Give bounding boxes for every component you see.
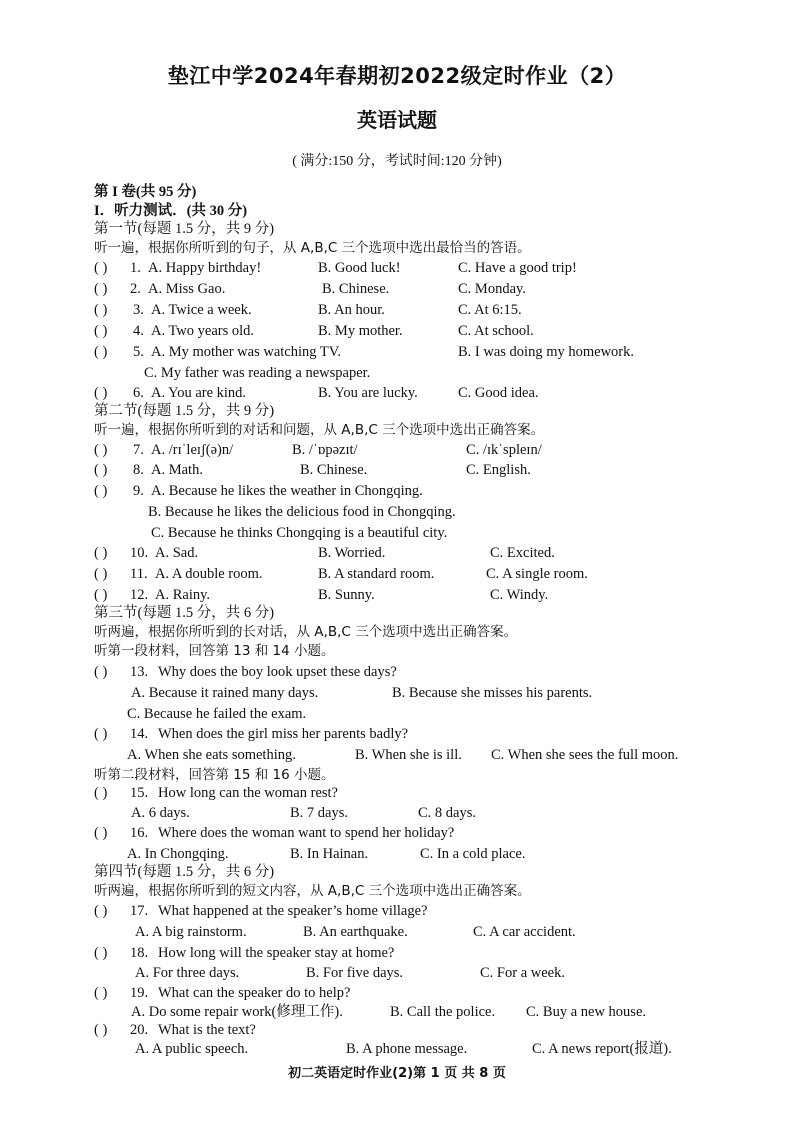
option-a: A. My mother was watching TV.: [151, 344, 341, 360]
page-footer: 初二英语定时作业(2)第 1 页 共 8 页: [288, 1066, 506, 1081]
option-c: C. Have a good trip!: [458, 260, 577, 276]
answer-blank[interactable]: ( ): [94, 587, 108, 603]
question-number: 8.: [133, 462, 144, 478]
option-c: C. Buy a new house.: [526, 1004, 647, 1020]
option-c: C. /ɪkˈspleɪn/: [466, 442, 542, 458]
option-a: A. Happy birthday!: [148, 260, 262, 276]
option-a: A. Do some repair work(修理工作).: [131, 1004, 343, 1020]
option-a: A. Twice a week.: [151, 302, 252, 318]
section4-heading: 第四节(每题 1.5 分，共 6 分): [94, 864, 275, 880]
option-b: B. An earthquake.: [303, 924, 408, 940]
option-c: C. 8 days.: [418, 805, 476, 821]
question-text: What can the speaker do to help?: [158, 985, 351, 1001]
option-a: A. Math.: [151, 462, 203, 478]
option-c: C. A car accident.: [473, 924, 576, 940]
question-text: How long will the speaker stay at home?: [158, 945, 395, 961]
question-number: 15.: [130, 785, 149, 801]
answer-blank[interactable]: ( ): [94, 385, 108, 401]
option-a: A. Because it rained many days.: [131, 685, 319, 701]
option-c: C. A news report(报道).: [532, 1041, 672, 1057]
option-a: A. Rainy.: [155, 587, 211, 603]
answer-blank[interactable]: ( ): [94, 302, 108, 318]
section2-instruction: 听一遍，根据你所听到的对话和问题，从 A,B,C 三个选项中选出正确答案。: [94, 422, 545, 438]
section3-instruction: 听两遍，根据你所听到的长对话，从 A,B,C 三个选项中选出正确答案。: [94, 624, 518, 640]
question-text: When does the girl miss her parents badly?: [158, 726, 409, 742]
option-c: C. When she sees the full moon.: [491, 747, 679, 763]
section3-heading: 第三节(每题 1.5 分，共 6 分): [94, 605, 275, 621]
question-text: What is the text?: [158, 1022, 256, 1038]
question-text: Why does the boy look upset these days?: [158, 664, 397, 680]
answer-blank[interactable]: ( ): [94, 462, 108, 478]
option-a: A. A public speech.: [135, 1041, 249, 1057]
option-b: B. /ˈɒpəzɪt/: [292, 442, 358, 458]
option-b: B. Sunny.: [318, 587, 375, 603]
option-b: B. 7 days.: [290, 805, 348, 821]
question-number: 17.: [130, 903, 149, 919]
answer-blank[interactable]: ( ): [94, 985, 108, 1001]
option-c: C. Windy.: [490, 587, 549, 603]
option-c: C. For a week.: [480, 965, 565, 981]
option-b: B. Worried.: [318, 545, 386, 561]
option-c: C. Excited.: [490, 545, 555, 561]
option-a: A. /rɪˈleɪʃ(ə)n/: [151, 442, 234, 458]
question-text: Where does the woman want to spend her holiday?: [158, 825, 455, 841]
answer-blank[interactable]: ( ): [94, 903, 108, 919]
section1-instruction: 听一遍，根据你所听到的句子，从 A,B,C 三个选项中选出最恰当的答语。: [94, 240, 531, 256]
option-b: B. Chinese.: [322, 281, 390, 297]
page-title: 垫江中学2024年春期初2022级定时作业（2）: [167, 64, 627, 88]
answer-blank[interactable]: ( ): [94, 260, 108, 276]
section-heading: 第 I 卷(共 95 分): [94, 184, 197, 200]
option-a: A. Because he likes the weather in Chongqing.: [151, 483, 423, 499]
question-text: How long can the woman rest?: [158, 785, 338, 801]
option-c: C. At 6:15.: [458, 302, 522, 318]
answer-blank[interactable]: ( ): [94, 726, 108, 742]
question-number: 16.: [130, 825, 149, 841]
option-a: A. A big rainstorm.: [135, 924, 247, 940]
option-c: C. Monday.: [458, 281, 526, 297]
option-b: B. A phone message.: [346, 1041, 468, 1057]
option-b: B. Chinese.: [300, 462, 368, 478]
option-b: B. For five days.: [306, 965, 404, 981]
section4-instruction: 听两遍，根据你所听到的短文内容，从 A,B,C 三个选项中选出正确答案。: [94, 883, 531, 899]
answer-blank[interactable]: ( ): [94, 945, 108, 961]
question-number: 13.: [130, 664, 149, 680]
question-number: 4.: [133, 323, 144, 339]
option-c: C. Because he thinks Chongqing is a beautiful city.: [151, 525, 448, 541]
answer-blank[interactable]: ( ): [94, 664, 108, 680]
option-c: C. Because he failed the exam.: [127, 706, 307, 722]
option-c: C. In a cold place.: [420, 846, 526, 862]
option-c: C. English.: [466, 462, 531, 478]
answer-blank[interactable]: ( ): [94, 344, 108, 360]
page-subtitle: 英语试题: [357, 108, 437, 132]
question-number: 20.: [130, 1022, 149, 1038]
option-b: B. Because she misses his parents.: [392, 685, 593, 701]
option-c: C. Good idea.: [458, 385, 539, 401]
part1-heading: I．听力测试．(共 30 分): [94, 203, 248, 219]
option-c: C. At school.: [458, 323, 534, 339]
question-number: 10.: [130, 545, 149, 561]
option-b: B. An hour.: [318, 302, 385, 318]
answer-blank[interactable]: ( ): [94, 442, 108, 458]
question-number: 12.: [130, 587, 149, 603]
option-a: A. When she eats something.: [127, 747, 296, 763]
option-a: A. 6 days.: [131, 805, 190, 821]
answer-blank[interactable]: ( ): [94, 281, 108, 297]
exam-info: ( 满分:150 分，考试时间:120 分钟): [292, 154, 502, 169]
option-c: C. A single room.: [486, 566, 588, 582]
question-number: 3.: [133, 302, 144, 318]
option-a: A. A double room.: [155, 566, 263, 582]
question-number: 5.: [133, 344, 144, 360]
option-b: B. Good luck!: [318, 260, 401, 276]
answer-blank[interactable]: ( ): [94, 825, 108, 841]
option-b: B. Call the police.: [390, 1004, 496, 1020]
section3-material1: 听第一段材料，回答第 13 和 14 小题。: [94, 643, 335, 659]
option-b: B. In Hainan.: [290, 846, 369, 862]
option-b: B. My mother.: [318, 323, 403, 339]
answer-blank[interactable]: ( ): [94, 323, 108, 339]
answer-blank[interactable]: ( ): [94, 483, 108, 499]
option-a: A. Sad.: [155, 545, 199, 561]
question-number: 2.: [130, 281, 141, 297]
option-c: C. My father was reading a newspaper.: [144, 365, 371, 381]
answer-blank[interactable]: ( ): [94, 1022, 108, 1038]
question-number: 9.: [133, 483, 144, 499]
question-number: 6.: [133, 385, 144, 401]
option-b: B. A standard room.: [318, 566, 435, 582]
option-a: A. In Chongqing.: [127, 846, 229, 862]
question-number: 7.: [133, 442, 144, 458]
question-number: 18.: [130, 945, 149, 961]
section2-heading: 第二节(每题 1.5 分，共 9 分): [94, 403, 275, 419]
option-b: B. You are lucky.: [318, 385, 418, 401]
option-b: B. When she is ill.: [355, 747, 462, 763]
section1-heading: 第一节(每题 1.5 分，共 9 分): [94, 221, 275, 237]
option-a: A. For three days.: [135, 965, 240, 981]
option-b: B. Because he likes the delicious food in Chongqing.: [148, 504, 456, 520]
question-number: 11.: [130, 566, 148, 582]
option-b: B. I was doing my homework.: [458, 344, 634, 360]
option-a: A. You are kind.: [151, 385, 247, 401]
answer-blank[interactable]: ( ): [94, 566, 108, 582]
question-number: 1.: [130, 260, 141, 276]
question-number: 19.: [130, 985, 149, 1001]
option-a: A. Two years old.: [151, 323, 255, 339]
question-text: What happened at the speaker’s home village?: [158, 903, 428, 919]
option-a: A. Miss Gao.: [148, 281, 226, 297]
answer-blank[interactable]: ( ): [94, 785, 108, 801]
answer-blank[interactable]: ( ): [94, 545, 108, 561]
section3-material2: 听第二段材料，回答第 15 和 16 小题。: [94, 767, 335, 783]
question-number: 14.: [130, 726, 149, 742]
